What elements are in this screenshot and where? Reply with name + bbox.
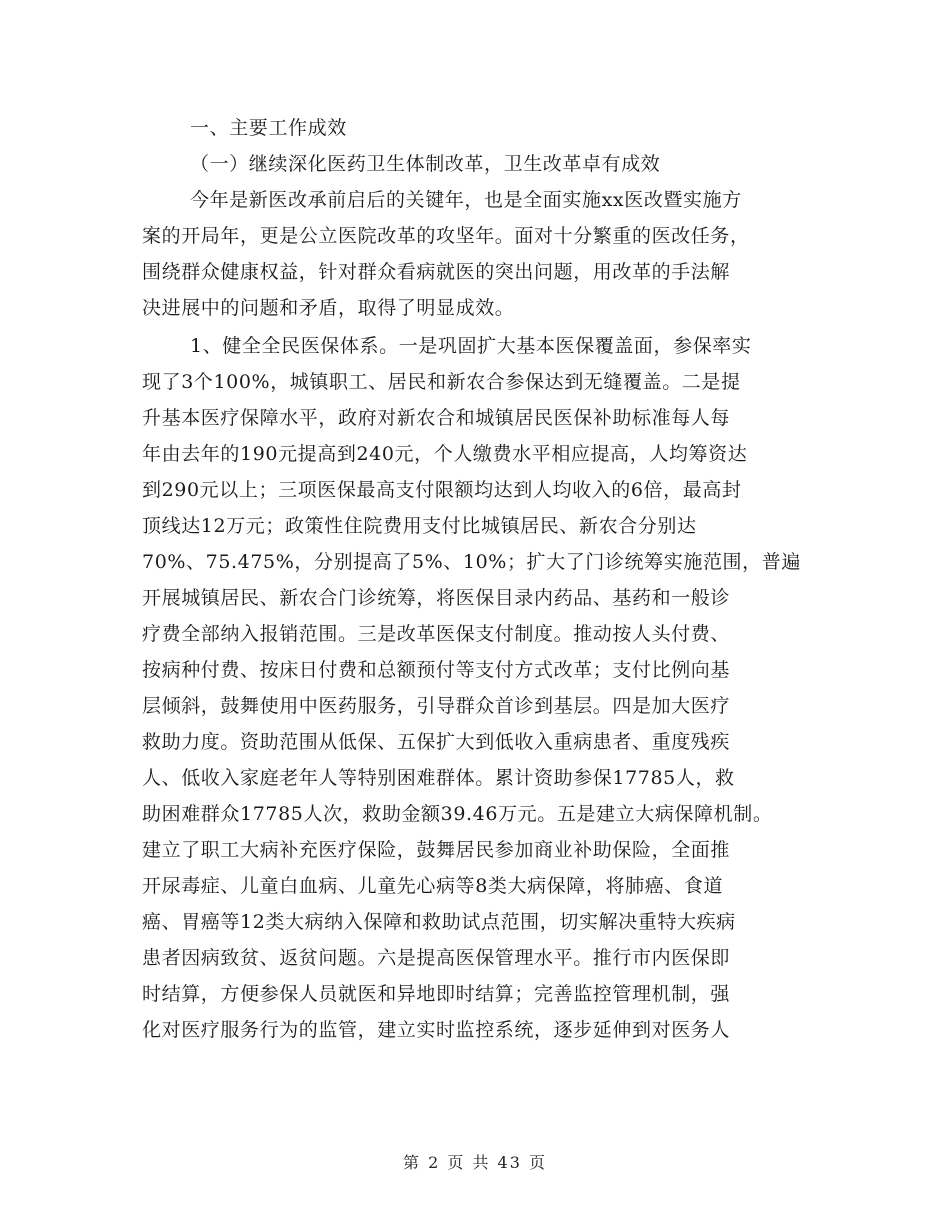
paragraph-line: 案的开局年，更是公立医院改革的攻坚年。面对十分繁重的医改任务， — [142, 225, 750, 247]
paragraph-line: 时结算，方便参保人员就医和异地即时结算；完善监控管理机制，强 — [142, 983, 731, 1005]
section-heading: 一、主要工作成效 — [190, 117, 347, 139]
paragraph-line: 开尿毒症、儿童白血病、儿童先心病等8类大病保障，将肺癌、食道 — [142, 875, 724, 897]
paragraph-line: 按病种付费、按床日付费和总额预付等支付方式改革；支付比例向基 — [142, 659, 731, 681]
paragraph-line: 决进展中的问题和矛盾，取得了明显成效。 — [142, 297, 515, 319]
paragraph-line: 70%、75.475%，分别提高了5%、10%；扩大了门诊统筹实施范围，普遍 — [142, 551, 801, 573]
paragraph-line: 年由去年的190元提高到240元，个人缴费水平相应提高，人均筹资达 — [142, 443, 748, 465]
paragraph-line: 围绕群众健康权益，针对群众看病就医的突出问题，用改革的手法解 — [142, 261, 731, 283]
paragraph-line: 层倾斜，鼓舞使用中医药服务，引导群众首诊到基层。四是加大医疗 — [142, 695, 731, 717]
paragraph-line: 1、健全全民医保体系。一是巩固扩大基本医保覆盖面，参保率实 — [190, 335, 752, 357]
paragraph-line: 到290元以上；三项医保最高支付限额均达到人均收入的6倍，最高封 — [142, 479, 742, 501]
paragraph-line: 癌、胃癌等12类大病纳入保障和救助试点范围，切实解决重特大疾病 — [142, 911, 736, 933]
paragraph-line: 化对医疗服务行为的监管，建立实时监控系统，逐步延伸到对医务人 — [142, 1019, 731, 1041]
paragraph-line: 疗费全部纳入报销范围。三是改革医保支付制度。推动按人头付费、 — [142, 623, 731, 645]
paragraph-line: 人、低收入家庭老年人等特别困难群体。累计资助参保17785人，救 — [142, 767, 735, 789]
paragraph-line: 患者因病致贫、返贫问题。六是提高医保管理水平。推行市内医保即 — [142, 947, 731, 969]
paragraph-line: 开展城镇居民、新农合门诊统筹，将医保目录内药品、基药和一般诊 — [142, 587, 731, 609]
paragraph-line: 助困难群众17785人次，救助金额39.46万元。五是建立大病保障机制。 — [142, 803, 773, 825]
page-footer: 第 2 页 共 43 页 — [403, 1153, 547, 1172]
paragraph-line: 现了3个100%，城镇职工、居民和新农合参保达到无缝覆盖。二是提 — [142, 371, 741, 393]
paragraph-line: 救助力度。资助范围从低保、五保扩大到低收入重病患者、重度残疾 — [142, 731, 731, 753]
paragraph-line: 顶线达12万元；政策性住院费用支付比城镇居民、新农合分别达 — [142, 515, 697, 537]
paragraph-line: 今年是新医改承前启后的关键年，也是全面实施xx医改暨实施方 — [190, 189, 742, 211]
paragraph-line: 建立了职工大病补充医疗保险，鼓舞居民参加商业补助保险，全面推 — [142, 839, 731, 861]
paragraph-line: 升基本医疗保障水平，政府对新农合和城镇居民医保补助标准每人每 — [142, 407, 731, 429]
section-subheading: （一）继续深化医药卫生体制改革，卫生改革卓有成效 — [190, 153, 661, 175]
